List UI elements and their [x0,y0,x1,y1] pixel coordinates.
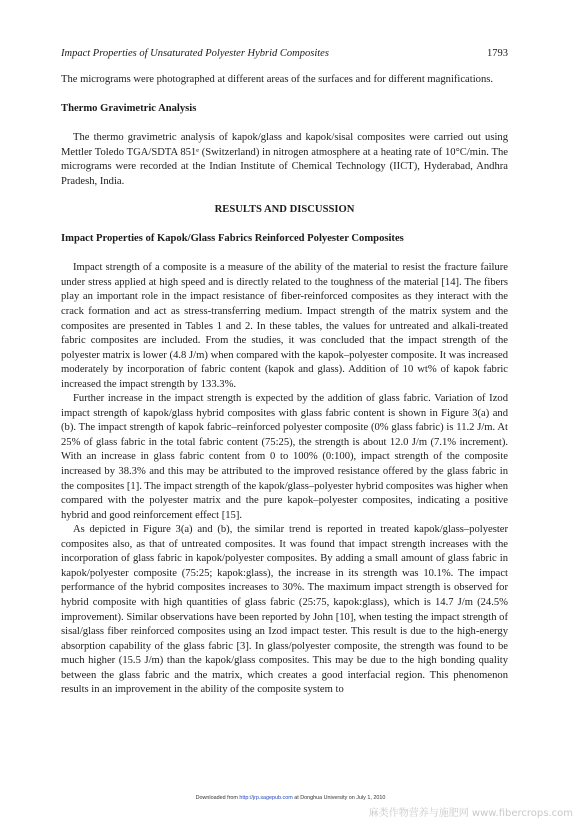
spacing [61,189,508,203]
spacing [61,218,508,232]
tga-paragraph: The thermo gravimetric analysis of kapok/glass and kapok/sisal composites were carried out using Mettler Toledo TGA/SDTA 851ᵉ (Switzerland) in nitrogen atmosphere at a heating rate of 10°C/min. The micrograms were recorded at the Indian Institute of Chemical Technology (IICT), Hyderabad, Andhra Pradesh, India. [61,132,508,187]
download-footer [0,795,581,802]
article-body [61,73,508,698]
spacing [61,246,508,261]
results-heading: RESULTS AND DISCUSSION [214,204,355,216]
running-head [61,46,508,62]
running-title: Impact Properties of Unsaturated Polyester Hybrid Composites [61,48,329,59]
footer-prefix: Downloaded from [195,795,238,801]
spacing [61,116,508,131]
intro-paragraph: The micrograms were photographed at different areas of the surfaces and for different magnifications. [61,74,494,85]
impact-heading: Impact Properties of Kapok/Glass Fabrics Reinforced Polyester Composites [61,232,404,244]
footer-suffix: at Donghua University on July 1, 2010 [294,795,386,801]
tga-heading: Thermo Gravimetric Analysis [61,102,197,114]
footer-link[interactable]: http://jrp.sagepub.com [239,795,293,801]
spacing [61,88,508,102]
impact-paragraph-1: Impact strength of a composite is a measure of the ability of the material to resist the fracture failure under stress applied at high speed and is directly related to the toughness of the material [14]. The fibers play an important role in the impact resistance of fiber-reinforced composites as they interact with the crack formation and act as stress-transferring medium. Impact strength of the matrix system and the composites are presented in Tables 1 and 2. In these tables, the values for untreated and alkali-treated fabric composites are included. From the studies, it was concluded that the impact strength of the polyester matrix is lower (4.8 J/m) when compared with the kapok–polyester composite. It was increased moderately by incorporation of fabric content (kapok and glass). Addition of 10 wt% of kapok fabric increased the impact strength by 133.3%. [61,262,508,390]
impact-paragraph-3: As depicted in Figure 3(a) and (b), the similar trend is reported in treated kapok/glass–polyester composites also, as that of untreated composites. It was found that impact strength increases with the incorporation of glass fabric in kapok/polyester composites. By adding a small amount of glass fabric in kapok/polyester composite (75:25; kapok:glass), the increase in its strength was 10.1%. The impact performance of the hybrid composites increases to 30%. The maximum impact strength is observed for hybrid composite with high quantities of glass fabric (25:75, kapok:glass), which is 14.7 J/m (24.5% improvement). Similar observations have been reported by John [10], when testing the impact strength of sisal/glass fiber reinforced composites using an Izod impact tester. This result is due to the high-energy absorption capability of the glass fabric [3]. In glass/polyester composite, the strength was found to be much higher (15.5 J/m) than the kapok/glass composites. This may be due to the high bonding quality between the glass fabric and the matrix, which creates a good interfacial region. This phenomenon results in an improvement in the ability of the composite system to [61,524,508,696]
page-number: 1793 [487,48,508,59]
impact-paragraph-2: Further increase in the impact strength is expected by the addition of glass fabric. Variation of Izod impact strength of kapok/glass hybrid composites with glass fabric content is shown in Figure 3(a) and (b). The impact strength of kapok fabric–reinforced polyester composite (0% glass fabric) is 11.2 J/m. At 25% of glass fabric in the total fabric content (75:25), the strength is about 12.0 J/m (7.1% increment). With an increase in glass fabric content from 0 to 100% (0:100), impact strength of the composite increased by 38.3% and this may be attributed to the improved resistance offered by the glass fabric in the composites [1]. The impact strength of the kapok/glass–polyester hybrid composites was higher when compared with the polyester matrix and the pure kapok–polyester composites, indicating a positive hybrid and good reinforcement effect [15]. [61,393,509,521]
watermark: 麻类作物营养与施肥网 www.fibercrops.com [368,808,573,819]
